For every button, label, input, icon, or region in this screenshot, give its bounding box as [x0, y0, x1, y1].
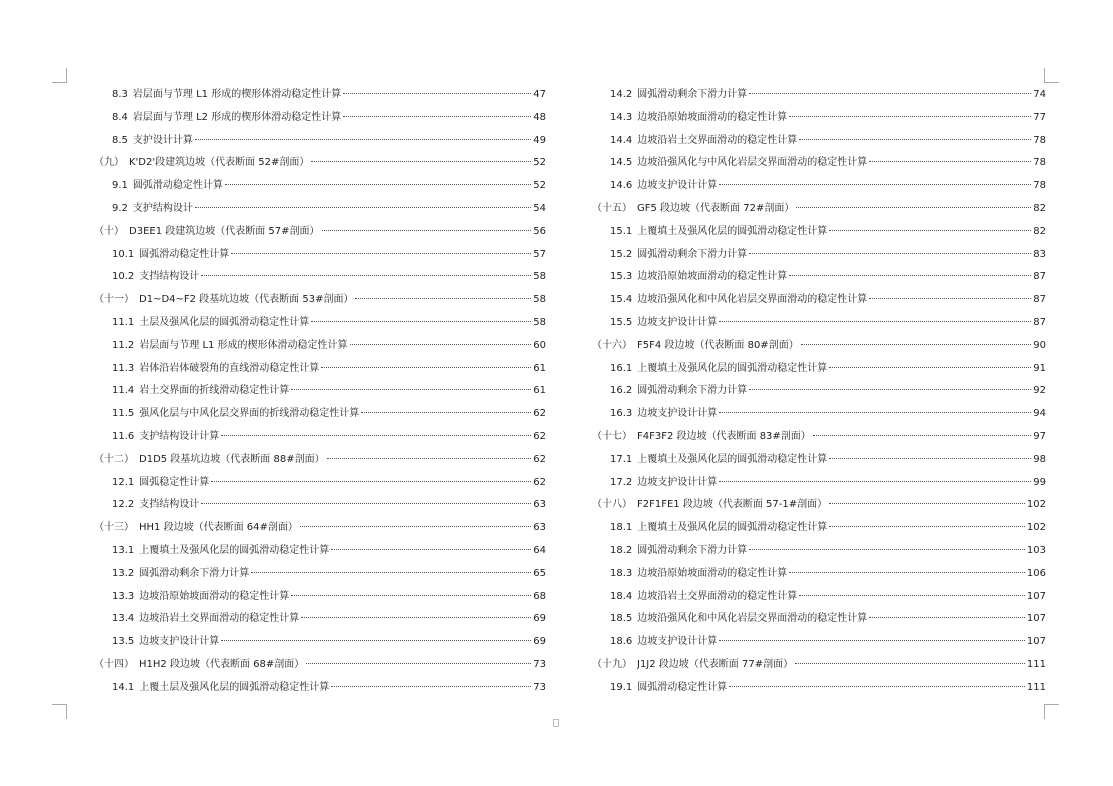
- toc-entry-number: 17.2: [610, 476, 633, 488]
- toc-entry[interactable]: [592, 403, 1046, 426]
- toc-dot-leader: [306, 663, 531, 664]
- toc-entry[interactable]: [94, 540, 546, 563]
- toc-entry-page-number: 73: [533, 681, 546, 693]
- page-center-marker: [553, 719, 559, 727]
- toc-dot-leader: [749, 549, 1025, 550]
- toc-entry-number: 9.2: [112, 202, 128, 214]
- toc-entry-title: D1~D4~F2 段基坑边坡（代表断面 53#剖面）: [139, 294, 354, 306]
- toc-entry-number: 14.6: [610, 180, 633, 192]
- toc-entry-number: 16.2: [610, 385, 633, 397]
- toc-entry-page-number: 64: [533, 544, 546, 556]
- toc-entry-page-number: 52: [533, 157, 546, 169]
- toc-entry[interactable]: [94, 312, 546, 335]
- toc-entry-number: 13.3: [112, 590, 135, 602]
- toc-entry-number: （十七）: [592, 430, 632, 442]
- toc-dot-leader: [221, 435, 531, 436]
- toc-dot-leader: [361, 412, 531, 413]
- toc-entry-title: 上覆填土及强风化层的圆弧滑动稳定性计算: [139, 544, 330, 556]
- toc-entry-page-number: 111: [1026, 681, 1046, 693]
- toc-entry-page-number: 63: [533, 522, 546, 534]
- toc-entry-page-number: 54: [533, 202, 546, 214]
- toc-entry-title: 上覆填土及强风化层的圆弧滑动稳定性计算: [637, 362, 828, 374]
- toc-entry-title: D3EE1 段建筑边坡（代表断面 57#剖面）: [129, 225, 320, 237]
- toc-entry[interactable]: [592, 289, 1046, 312]
- toc-entry[interactable]: [592, 130, 1046, 153]
- toc-entry-number: 13.1: [112, 544, 135, 556]
- toc-entry-page-number: 87: [1033, 316, 1046, 328]
- toc-entry-number: 10.2: [112, 271, 135, 283]
- toc-entry[interactable]: [592, 312, 1046, 335]
- toc-dot-leader: [719, 412, 1031, 413]
- toc-entry[interactable]: [592, 631, 1046, 654]
- toc-dot-leader: [291, 595, 531, 596]
- toc-dot-leader: [749, 93, 1031, 94]
- toc-entry-number: 11.2: [112, 339, 135, 351]
- toc-entry[interactable]: [94, 426, 546, 449]
- toc-dot-leader: [311, 161, 531, 162]
- toc-entry-number: 8.5: [112, 134, 128, 146]
- toc-entry-number: （九）: [94, 157, 124, 169]
- toc-entry-title: K'D2'段建筑边坡（代表断面 52#剖面）: [129, 157, 310, 169]
- toc-entry-number: 14.1: [112, 681, 135, 693]
- toc-entry-number: 10.1: [112, 248, 135, 260]
- toc-entry-page-number: 77: [1033, 111, 1046, 123]
- toc-entry-page-number: 73: [533, 658, 546, 670]
- toc-entry-number: 14.5: [610, 157, 633, 169]
- toc-entry-title: 圆弧滑动稳定性计算: [637, 681, 728, 693]
- toc-entry-number: 15.3: [610, 271, 633, 283]
- toc-entry-title: 上覆填土及强风化层的圆弧滑动稳定性计算: [637, 453, 828, 465]
- toc-entry-page-number: 102: [1026, 522, 1046, 534]
- toc-entry[interactable]: [592, 175, 1046, 198]
- crop-mark-bottom-left: [52, 704, 67, 719]
- toc-entry-number: （十四）: [94, 658, 134, 670]
- toc-entry-title: 强风化层与中风化层交界面的折线滑动稳定性计算: [139, 408, 360, 420]
- toc-entry[interactable]: [592, 335, 1046, 358]
- toc-entry-page-number: 68: [533, 590, 546, 602]
- toc-entry[interactable]: [592, 472, 1046, 495]
- toc-entry[interactable]: [94, 517, 546, 540]
- toc-entry-title: 边坡沿岩土交界面滑动的稳定性计算: [637, 590, 798, 602]
- toc-entry-title: 边坡支护设计计算: [139, 636, 220, 648]
- toc-entry-title: 边坡沿岩土交界面滑动的稳定性计算: [139, 613, 300, 625]
- toc-entry-number: （十八）: [592, 499, 632, 511]
- toc-entry[interactable]: [592, 586, 1046, 609]
- toc-entry-page-number: 87: [1033, 294, 1046, 306]
- toc-dot-leader: [201, 275, 531, 276]
- toc-entry-number: （十三）: [94, 522, 134, 534]
- toc-entry-page-number: 92: [1033, 385, 1046, 397]
- toc-entry-number: 8.3: [112, 89, 128, 100]
- toc-entry-page-number: 61: [533, 385, 546, 397]
- toc-entry-title: 支护设计计算: [132, 134, 193, 146]
- toc-dot-leader: [719, 640, 1025, 641]
- toc-entry-number: 11.1: [112, 316, 135, 328]
- toc-dot-leader: [869, 617, 1025, 618]
- toc-entry[interactable]: [592, 198, 1046, 221]
- toc-entry-number: （十二）: [94, 453, 134, 465]
- toc-entry-page-number: 82: [1033, 202, 1046, 214]
- toc-dot-leader: [829, 230, 1031, 231]
- toc-entry-page-number: 48: [533, 111, 546, 123]
- toc-entry[interactable]: [592, 358, 1046, 381]
- toc-entry-page-number: 103: [1026, 544, 1046, 556]
- toc-entry-page-number: 98: [1033, 453, 1046, 465]
- toc-entry[interactable]: [94, 175, 546, 198]
- toc-entry-number: （十）: [94, 225, 124, 237]
- toc-entry-number: 15.1: [610, 225, 633, 237]
- toc-entry[interactable]: [592, 517, 1046, 540]
- toc-entry-title: F5F4 段边坡（代表断面 80#剖面）: [637, 339, 799, 351]
- toc-entry[interactable]: [592, 107, 1046, 130]
- toc-entry-page-number: 99: [1033, 476, 1046, 488]
- toc-entry-title: 边坡支护设计计算: [637, 636, 718, 648]
- toc-entry-number: （十六）: [592, 339, 632, 351]
- toc-entry[interactable]: [592, 494, 1046, 517]
- toc-entry-page-number: 47: [533, 89, 546, 100]
- toc-entry-number: 18.5: [610, 613, 633, 625]
- toc-dot-leader: [327, 458, 532, 459]
- toc-dot-leader: [719, 321, 1031, 322]
- toc-entry-number: 14.4: [610, 134, 633, 146]
- toc-entry-number: 11.3: [112, 362, 135, 374]
- toc-entry[interactable]: [592, 449, 1046, 472]
- toc-dot-leader: [796, 207, 1031, 208]
- toc-entry[interactable]: [592, 654, 1046, 677]
- toc-entry[interactable]: [94, 380, 546, 403]
- toc-entry[interactable]: [94, 494, 546, 517]
- toc-dot-leader: [719, 184, 1031, 185]
- toc-entry-title: D1D5 段基坑边坡（代表断面 88#剖面）: [139, 453, 325, 465]
- toc-entry-page-number: 78: [1033, 157, 1046, 169]
- toc-entry-page-number: 57: [533, 248, 546, 260]
- toc-dot-leader: [749, 253, 1031, 254]
- toc-entry-page-number: 58: [533, 316, 546, 328]
- toc-dot-leader: [869, 298, 1031, 299]
- toc-entry-number: 18.4: [610, 590, 633, 602]
- toc-dot-leader: [799, 139, 1031, 140]
- toc-entry-title: 支挡结构设计: [139, 499, 200, 511]
- toc-entry-title: 边坡沿岩土交界面滑动的稳定性计算: [637, 134, 798, 146]
- toc-dot-leader: [749, 389, 1031, 390]
- toc-entry-title: 上覆填土及强风化层的圆弧滑动稳定性计算: [637, 225, 828, 237]
- toc-entry-number: 14.2: [610, 89, 633, 100]
- toc-entry-title: 岩层面与节理 L1 形成的楔形体滑动稳定性计算: [139, 339, 348, 351]
- toc-column-right: [592, 84, 1046, 700]
- toc-entry[interactable]: [94, 266, 546, 289]
- toc-entry-number: 18.2: [610, 544, 633, 556]
- toc-entry-number: 11.5: [112, 408, 135, 420]
- toc-entry-page-number: 62: [533, 453, 546, 465]
- toc-entry[interactable]: [94, 586, 546, 609]
- toc-entry-title: 圆弧滑动剩余下滑力计算: [637, 89, 748, 100]
- toc-entry[interactable]: [94, 198, 546, 221]
- toc-entry[interactable]: [592, 152, 1046, 175]
- toc-entry-page-number: 87: [1033, 271, 1046, 283]
- toc-dot-leader: [225, 184, 531, 185]
- toc-dot-leader: [343, 93, 531, 94]
- toc-entry-number: 12.1: [112, 476, 135, 488]
- toc-entry-title: 圆弧滑动剩余下滑力计算: [637, 248, 748, 260]
- toc-entry[interactable]: [94, 472, 546, 495]
- toc-dot-leader: [321, 367, 531, 368]
- toc-entry-title: 边坡沿原始坡面滑动的稳定性计算: [637, 271, 788, 283]
- toc-entry-title: 圆弧滑动稳定性计算: [132, 180, 223, 192]
- toc-dot-leader: [829, 526, 1025, 527]
- toc-entry-page-number: 63: [533, 499, 546, 511]
- toc-entry-page-number: 62: [533, 408, 546, 420]
- toc-entry-title: 边坡支护设计计算: [637, 476, 718, 488]
- toc-entry[interactable]: [94, 130, 546, 153]
- toc-dot-leader: [291, 389, 531, 390]
- toc-entry-page-number: 102: [1026, 499, 1046, 511]
- toc-entry-number: 17.1: [610, 453, 633, 465]
- toc-entry[interactable]: [94, 335, 546, 358]
- toc-entry-page-number: 107: [1026, 636, 1046, 648]
- toc-entry[interactable]: [592, 677, 1046, 700]
- toc-dot-leader: [301, 617, 531, 618]
- toc-entry-title: 支护结构设计: [132, 202, 193, 214]
- toc-entry-number: 12.2: [112, 499, 135, 511]
- toc-entry-number: 18.1: [610, 522, 633, 534]
- toc-entry-number: 11.4: [112, 385, 135, 397]
- toc-entry-title: 上覆填土及强风化层的圆弧滑动稳定性计算: [637, 522, 828, 534]
- toc-entry-title: 圆弧滑动稳定性计算: [139, 248, 230, 260]
- toc-entry[interactable]: [94, 84, 546, 107]
- toc-dot-leader: [231, 253, 531, 254]
- toc-entry-title: 岩层面与节理 L1 形成的楔形体滑动稳定性计算: [132, 89, 342, 100]
- toc-dot-leader: [221, 640, 531, 641]
- toc-entry-page-number: 52: [533, 180, 546, 192]
- toc-column-left: [94, 84, 546, 700]
- toc-entry[interactable]: [592, 380, 1046, 403]
- toc-entry-page-number: 78: [1033, 134, 1046, 146]
- toc-entry-page-number: 91: [1033, 362, 1046, 374]
- toc-dot-leader: [331, 686, 531, 687]
- toc-dot-leader: [719, 481, 1031, 482]
- toc-entry-title: 圆弧滑动剩余下滑力计算: [637, 544, 748, 556]
- toc-entry[interactable]: [94, 358, 546, 381]
- toc-dot-leader: [789, 116, 1031, 117]
- crop-mark-top-left: [52, 68, 67, 83]
- toc-entry-title: F2F1FE1 段边坡（代表断面 57-1#剖面）: [637, 499, 828, 511]
- toc-entry-title: 支护结构设计计算: [139, 430, 220, 442]
- crop-mark-top-right: [1044, 68, 1059, 83]
- toc-entry[interactable]: [592, 84, 1046, 107]
- toc-entry[interactable]: [94, 244, 546, 267]
- toc-entry[interactable]: [94, 563, 546, 586]
- toc-entry-page-number: 56: [533, 225, 546, 237]
- toc-entry-title: 边坡沿强风化与中风化岩层交界面滑动的稳定性计算: [637, 157, 868, 169]
- toc-dot-leader: [869, 161, 1031, 162]
- toc-entry-title: H1H2 段边坡（代表断面 68#剖面）: [139, 658, 305, 670]
- toc-entry[interactable]: [592, 608, 1046, 631]
- toc-entry[interactable]: [592, 540, 1046, 563]
- toc-dot-leader: [331, 549, 531, 550]
- toc-entry-number: 11.6: [112, 430, 135, 442]
- toc-entry-page-number: 78: [1033, 180, 1046, 192]
- toc-entry-title: 边坡支护设计计算: [637, 316, 718, 328]
- toc-entry-number: （十五）: [592, 202, 632, 214]
- toc-entry[interactable]: [592, 426, 1046, 449]
- toc-dot-leader: [322, 230, 532, 231]
- toc-entry-title: 圆弧滑动剩余下滑力计算: [637, 385, 748, 397]
- toc-entry-page-number: 94: [1033, 408, 1046, 420]
- toc-entry-number: 14.3: [610, 111, 633, 123]
- toc-dot-leader: [343, 116, 531, 117]
- toc-dot-leader: [799, 595, 1025, 596]
- toc-dot-leader: [311, 321, 531, 322]
- toc-dot-leader: [801, 344, 1032, 345]
- toc-entry-number: 18.6: [610, 636, 633, 648]
- toc-entry-number: 16.3: [610, 408, 633, 420]
- toc-entry-title: 岩土交界面的折线滑动稳定性计算: [139, 385, 290, 397]
- toc-entry-number: 15.2: [610, 248, 633, 260]
- toc-entry-number: 13.4: [112, 613, 135, 625]
- toc-entry-page-number: 58: [533, 294, 546, 306]
- toc-entry-page-number: 69: [533, 613, 546, 625]
- toc-dot-leader: [201, 503, 531, 504]
- toc-entry-number: 13.5: [112, 636, 135, 648]
- toc-entry-page-number: 83: [1033, 248, 1046, 260]
- toc-entry-title: 上覆土层及强风化层的圆弧滑动稳定性计算: [139, 681, 330, 693]
- toc-entry-page-number: 61: [533, 362, 546, 374]
- toc-dot-leader: [829, 503, 1025, 504]
- toc-dot-leader: [195, 207, 531, 208]
- toc-entry-number: 13.2: [112, 567, 135, 579]
- toc-dot-leader: [211, 481, 531, 482]
- toc-entry[interactable]: [592, 266, 1046, 289]
- toc-entry[interactable]: [94, 608, 546, 631]
- toc-entry-page-number: 69: [533, 636, 546, 648]
- toc-entry-number: （十九）: [592, 658, 632, 670]
- toc-entry[interactable]: [94, 221, 546, 244]
- toc-entry-page-number: 65: [533, 567, 546, 579]
- toc-dot-leader: [795, 663, 1025, 664]
- toc-entry[interactable]: [94, 152, 546, 175]
- toc-dot-leader: [789, 572, 1025, 573]
- toc-entry-title: 边坡沿强风化和中风化岩层交界面滑动的稳定性计算: [637, 613, 868, 625]
- toc-entry-title: 圆弧滑动剩余下滑力计算: [139, 567, 250, 579]
- toc-entry-page-number: 82: [1033, 225, 1046, 237]
- toc-entry-title: 土层及强风化层的圆弧滑动稳定性计算: [139, 316, 310, 328]
- toc-entry-page-number: 58: [533, 271, 546, 283]
- toc-entry[interactable]: [592, 244, 1046, 267]
- toc-entry-number: 18.3: [610, 567, 633, 579]
- toc-entry-page-number: 49: [533, 134, 546, 146]
- toc-entry-number: 9.1: [112, 180, 128, 192]
- toc-entry-number: （十一）: [94, 294, 134, 306]
- toc-entry[interactable]: [94, 654, 546, 677]
- toc-dot-leader: [300, 526, 531, 527]
- toc-entry[interactable]: [94, 403, 546, 426]
- toc-entry-page-number: 106: [1026, 567, 1046, 579]
- toc-entry-page-number: 107: [1026, 590, 1046, 602]
- toc-dot-leader: [829, 458, 1031, 459]
- toc-dot-leader: [813, 435, 1031, 436]
- toc-entry[interactable]: [94, 449, 546, 472]
- toc-entry-page-number: 107: [1026, 613, 1046, 625]
- toc-dot-leader: [829, 367, 1031, 368]
- toc-entry-page-number: 97: [1033, 430, 1046, 442]
- toc-entry-title: 边坡沿原始坡面滑动的稳定性计算: [139, 590, 290, 602]
- toc-entry-title: HH1 段边坡（代表断面 64#剖面）: [139, 522, 298, 534]
- toc-dot-leader: [355, 298, 531, 299]
- toc-entry-page-number: 62: [533, 476, 546, 488]
- toc-entry-page-number: 74: [1033, 89, 1046, 100]
- toc-entry[interactable]: [592, 221, 1046, 244]
- toc-entry[interactable]: [592, 563, 1046, 586]
- toc-entry[interactable]: [94, 631, 546, 654]
- toc-entry-title: GF5 段边坡（代表断面 72#剖面）: [637, 202, 795, 214]
- toc-entry-title: 岩体沿岩体破裂角的直线滑动稳定性计算: [139, 362, 320, 374]
- toc-entry-page-number: 111: [1026, 658, 1046, 670]
- toc-dot-leader: [729, 686, 1025, 687]
- toc-entry-number: 8.4: [112, 111, 128, 123]
- toc-entry-title: 边坡支护设计计算: [637, 408, 718, 420]
- toc-entry-number: 15.5: [610, 316, 633, 328]
- toc-entry-page-number: 62: [533, 430, 546, 442]
- toc-entry-title: 边坡沿原始坡面滑动的稳定性计算: [637, 567, 788, 579]
- toc-entry-title: 边坡沿强风化和中风化岩层交界面滑动的稳定性计算: [637, 294, 868, 306]
- toc-entry-title: 岩层面与节理 L2 形成的楔形体滑动稳定性计算: [132, 111, 342, 123]
- toc-entry-title: 边坡沿原始坡面滑动的稳定性计算: [637, 111, 788, 123]
- toc-dot-leader: [251, 572, 531, 573]
- toc-entry-page-number: 60: [533, 339, 546, 351]
- toc-entry-title: J1J2 段边坡（代表断面 77#剖面）: [637, 658, 794, 670]
- crop-mark-bottom-right: [1044, 704, 1059, 719]
- toc-entry[interactable]: [94, 677, 546, 700]
- toc-entry[interactable]: [94, 107, 546, 130]
- toc-entry-title: 圆弧稳定性计算: [139, 476, 210, 488]
- toc-entry-number: 19.1: [610, 681, 633, 693]
- toc-entry-number: 15.4: [610, 294, 633, 306]
- toc-entry[interactable]: [94, 289, 546, 312]
- toc-entry-title: 边坡支护设计计算: [637, 180, 718, 192]
- toc-dot-leader: [789, 275, 1031, 276]
- toc-dot-leader: [195, 139, 531, 140]
- toc-entry-title: 支挡结构设计: [139, 271, 200, 283]
- toc-dot-leader: [350, 344, 532, 345]
- toc-entry-number: 16.1: [610, 362, 633, 374]
- toc-entry-page-number: 90: [1033, 339, 1046, 351]
- toc-entry-title: F4F3F2 段边坡（代表断面 83#剖面）: [637, 430, 811, 442]
